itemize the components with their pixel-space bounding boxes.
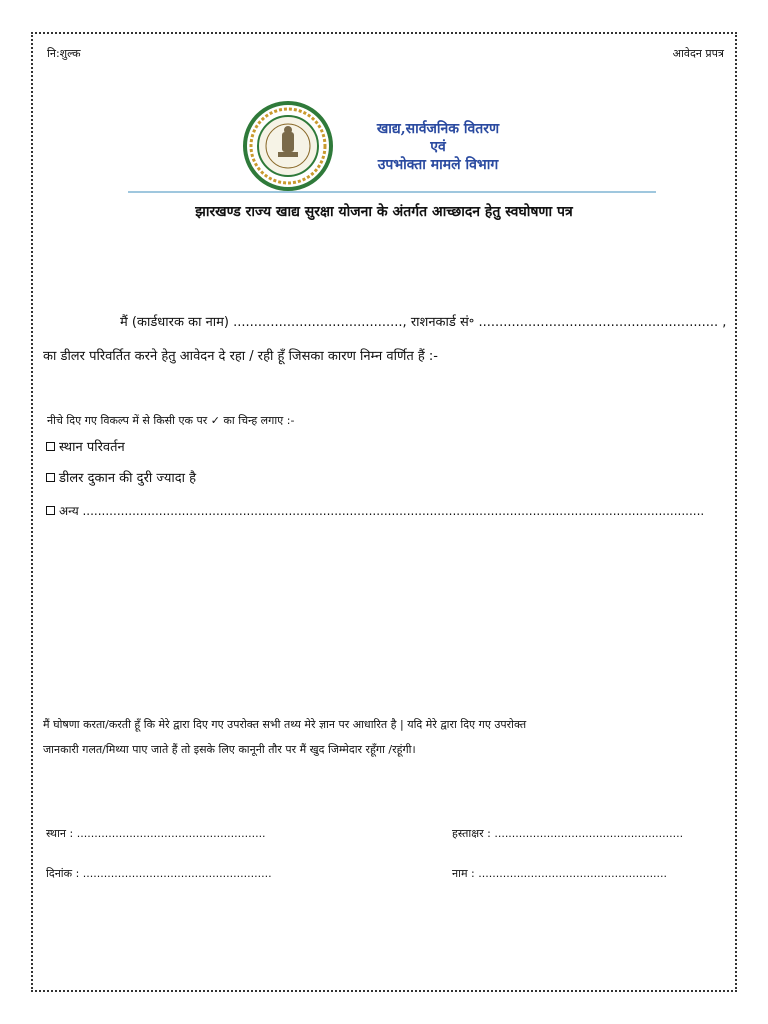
jharkhand-seal-logo: [242, 100, 334, 192]
declaration-line-2: का डीलर परिवर्तित करने हेतु आवेदन दे रहा / रही हूँ जिसका कारण निम्न वर्णित हैं :-: [43, 349, 439, 364]
name-field: नाम : ......................................................: [452, 867, 668, 880]
document-title: झारखण्ड राज्य खाद्य सुरक्षा योजना के अंतर्गत आच्छादन हेतु स्वघोषणा पत्र: [195, 204, 573, 220]
checkbox-icon[interactable]: [46, 506, 55, 515]
affirmation-line-1: मैं घोषणा करता/करती हूँ कि मेरे द्वारा दिए गए उपरोक्त सभी तथ्य मेरे ज्ञान पर आधारित है | यदि मेरे द्वारा दिए गए उपरोक्त: [43, 718, 527, 731]
instruction-text: नीचे दिए गए विकल्प में से किसी एक पर ✓ का चिन्ह लगाए :-: [47, 414, 295, 427]
option-label: डीलर दुकान की दुरी ज्यादा है: [59, 471, 197, 486]
option-relocation[interactable]: [46, 437, 125, 455]
department-line-3: उपभोक्ता मामले विभाग: [377, 157, 499, 173]
declaration-line-1: मैं (कार्डधारक का नाम) ........................................., राशनकार्ड सं॰ .......................................................... ,: [120, 315, 727, 330]
free-of-cost-label: नि:शुल्क: [47, 47, 81, 60]
option-label: अन्य ...................................................................................................................................................................: [59, 504, 705, 518]
option-other[interactable]: [46, 502, 704, 519]
affirmation-line-2: जानकारी गलत/मिथ्या पाए जाते हैं तो इसके लिए कानूनी तौर पर मैं खुद जिम्मेदार रहूँगा /रहूंगी।: [43, 743, 416, 756]
date-field: दिनांक : ......................................................: [46, 867, 272, 880]
application-form-label: आवेदन प्रपत्र: [672, 47, 724, 60]
option-dealer-distance[interactable]: [46, 468, 196, 486]
department-line-2: एवं: [430, 139, 446, 155]
header-divider: [128, 191, 656, 193]
checkbox-icon[interactable]: [46, 473, 55, 482]
option-label: स्थान परिवर्तन: [59, 440, 125, 455]
checkbox-icon[interactable]: [46, 442, 55, 451]
place-field: स्थान : ......................................................: [46, 827, 266, 840]
department-name: [338, 120, 538, 174]
signature-field: हस्ताक्षर : ......................................................: [452, 827, 684, 840]
department-line-1: खाद्य,सार्वजनिक वितरण: [376, 121, 500, 137]
